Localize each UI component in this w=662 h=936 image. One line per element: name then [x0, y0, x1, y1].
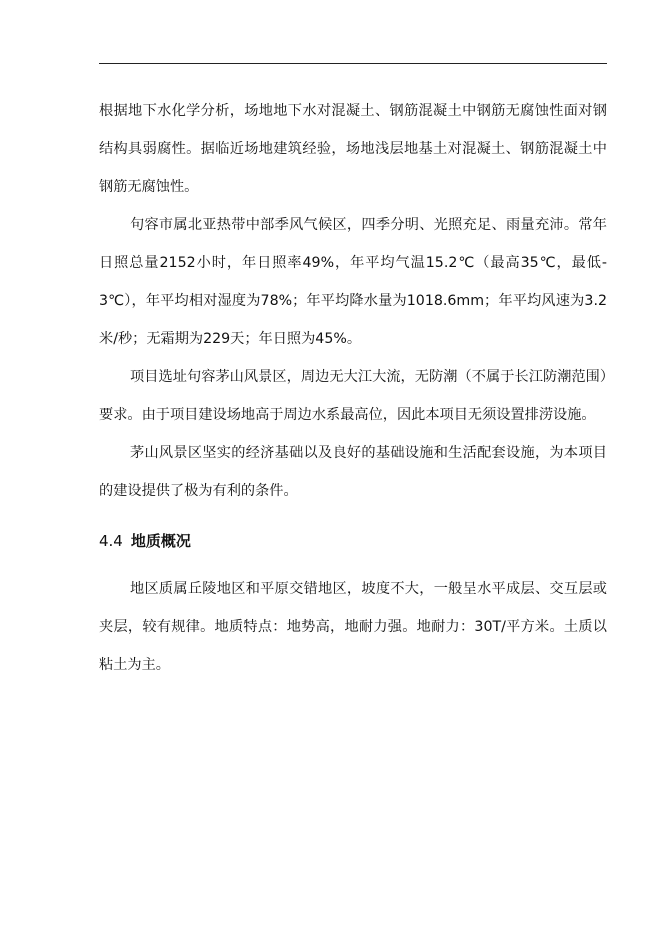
section-heading [99, 526, 607, 556]
section-number: 4.4 [99, 532, 123, 550]
paragraph-climate: 句容市属北亚热带中部季风气候区，四季分明、光照充足、雨量充沛。常年日照总量2152小时，年日照率49%，年平均气温15.2℃（最高35℃，最低-3℃），年平均相对湿度为78%；年平均降水量为1018.6mm；年平均风速为3.2米/秒；无霜期为229天；年日照为45%。 [99, 217, 607, 347]
paragraph-flood: 项目选址句容茅山风景区，周边无大江大流，无防潮（不属于长江防潮范围）要求。由于项目建设场地高于周边水系最高位，因此本项目无须设置排涝设施。 [99, 369, 607, 423]
header-rule [99, 63, 607, 64]
paragraph-geology: 地区质属丘陵地区和平原交错地区，坡度不大，一般呈水平成层、交互层或夹层，较有规律。地质特点：地势高，地耐力强。地耐力：30T/平方米。土质以粘土为主。 [99, 581, 607, 673]
paragraph-conditions: 茅山风景区坚实的经济基础以及良好的基础设施和生活配套设施，为本项目的建设提供了极为有利的条件。 [99, 445, 607, 499]
paragraph-groundwater: 根据地下水化学分析，场地地下水对混凝土、钢筋混凝土中钢筋无腐蚀性面对钢结构具弱腐性。据临近场地建筑经验，场地浅层地基土对混凝土、钢筋混凝土中钢筋无腐蚀性。 [99, 103, 607, 195]
section-title: 地质概况 [130, 532, 191, 550]
document-body [99, 92, 607, 684]
